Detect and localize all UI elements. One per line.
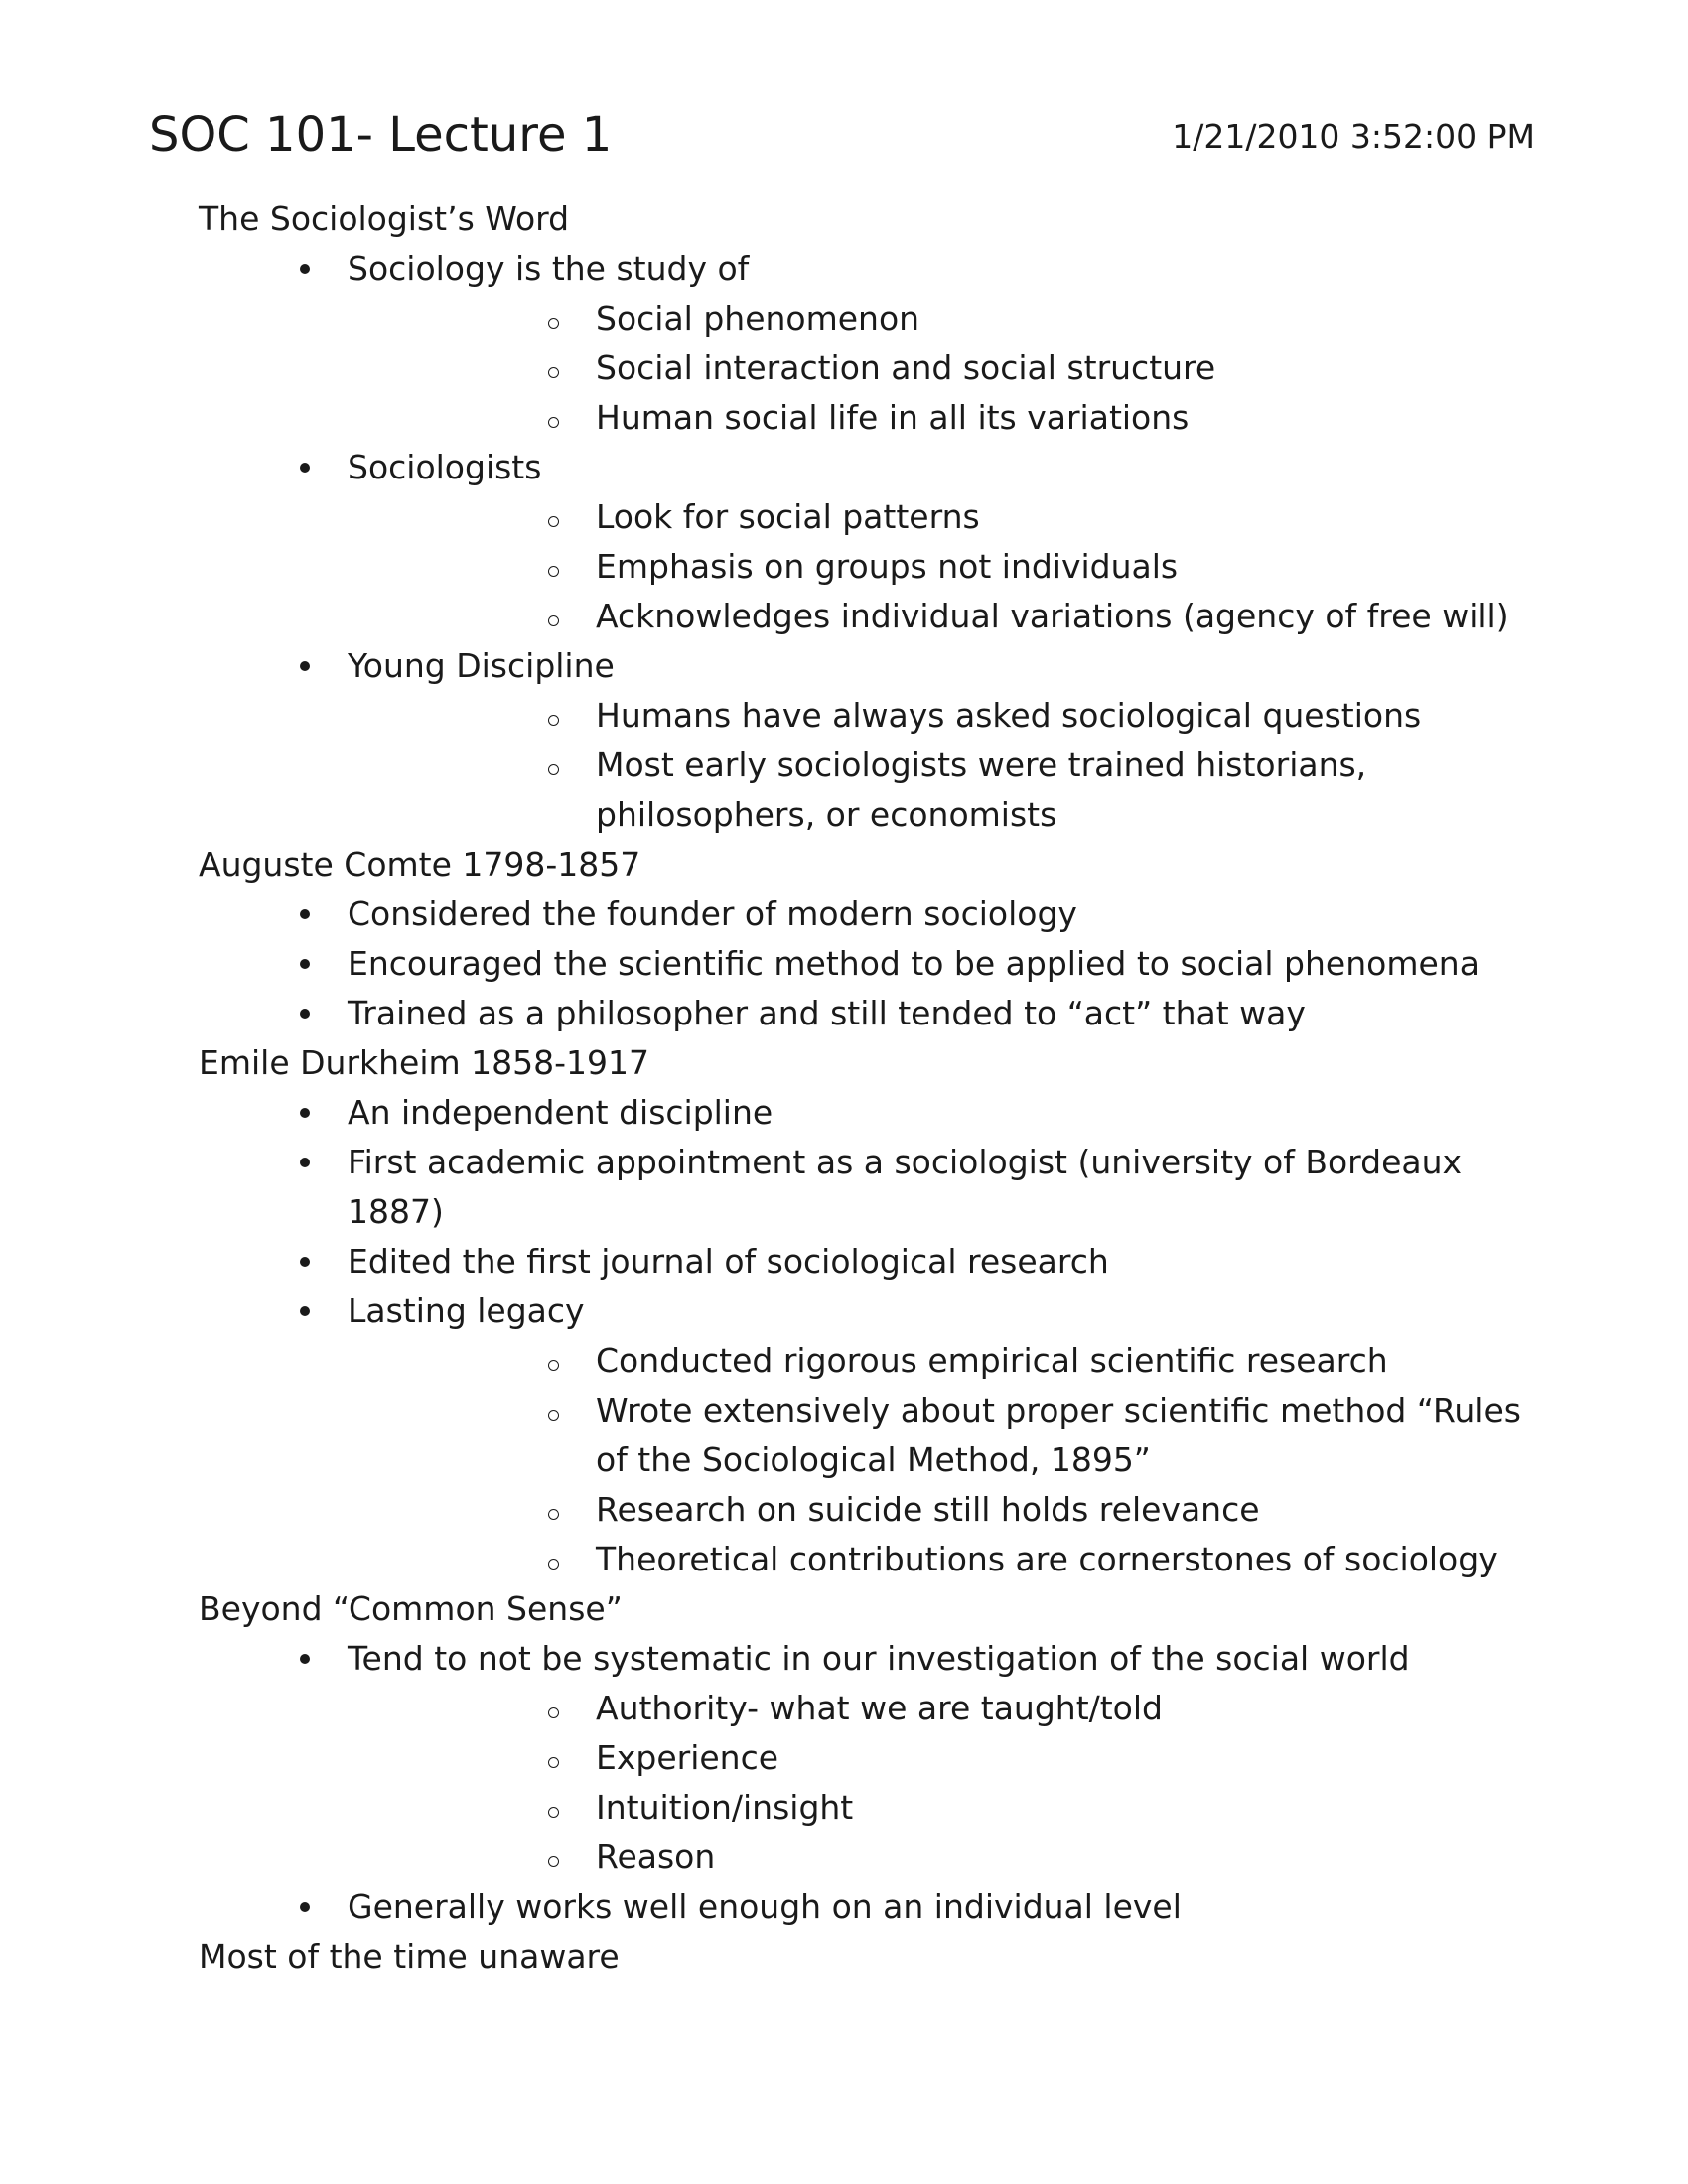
sub-bullet-item <box>348 592 1539 641</box>
bullet-text: Lasting legacy <box>348 1292 585 1330</box>
sub-bullet-text: Human social life in all its variations <box>596 398 1190 437</box>
bullet-item <box>199 1634 1539 1882</box>
sub-bullet-item <box>348 1485 1539 1535</box>
sub-bullet-item <box>348 1833 1539 1882</box>
sub-bullet-list <box>348 1684 1539 1882</box>
bullet-circle-icon <box>548 1757 559 1768</box>
bullet-item <box>199 989 1539 1038</box>
bullet-text: Sociology is the study of <box>348 249 750 288</box>
bullet-text: Edited the first journal of sociological research <box>348 1242 1109 1281</box>
bullet-list <box>199 244 1539 840</box>
bullet-dot-icon <box>300 1009 310 1019</box>
bullet-dot-icon <box>300 463 310 473</box>
sub-bullet-item <box>348 1535 1539 1584</box>
sub-bullet-item <box>348 492 1539 542</box>
sub-bullet-item <box>348 691 1539 741</box>
bullet-item <box>199 244 1539 443</box>
sub-bullet-text: Intuition/insight <box>596 1788 854 1827</box>
bullet-dot-icon <box>300 1306 310 1316</box>
sub-bullet-text: Acknowledges individual variations (agency of free will) <box>596 597 1509 635</box>
outline-section <box>199 1038 1539 1584</box>
sub-bullet-list <box>348 691 1539 840</box>
bullet-text: Considered the founder of modern sociology <box>348 894 1077 933</box>
sub-bullet-item <box>348 294 1539 343</box>
bullet-item <box>199 1287 1539 1584</box>
bullet-list <box>199 1634 1539 1932</box>
bullet-item <box>199 443 1539 641</box>
sub-bullet-text: Authority- what we are taught/told <box>596 1689 1163 1727</box>
sub-bullet-list <box>348 1336 1539 1584</box>
bullet-circle-icon <box>548 1856 559 1867</box>
page-timestamp: 1/21/2010 3:52:00 PM <box>1172 117 1535 156</box>
sub-bullet-list <box>348 294 1539 443</box>
bullet-circle-icon <box>548 1707 559 1718</box>
bullet-circle-icon <box>548 516 559 527</box>
bullet-circle-icon <box>548 1559 559 1570</box>
sub-bullet-text: Most early sociologists were trained historians, philosophers, or economists <box>596 746 1367 834</box>
section-heading: Most of the time unaware <box>199 1937 620 1976</box>
sub-bullet-item <box>348 1336 1539 1386</box>
bullet-item <box>199 1088 1539 1138</box>
bullet-circle-icon <box>548 1509 559 1520</box>
sub-bullet-text: Humans have always asked sociological questions <box>596 696 1422 735</box>
sub-bullet-text: Emphasis on groups not individuals <box>596 547 1179 586</box>
sub-bullet-item <box>348 542 1539 592</box>
bullet-dot-icon <box>300 1257 310 1267</box>
page-title: SOC 101- Lecture 1 <box>149 107 613 163</box>
sub-bullet-item <box>348 1783 1539 1833</box>
page-header <box>149 95 1535 175</box>
sub-bullet-text: Experience <box>596 1738 779 1777</box>
bullet-circle-icon <box>548 1410 559 1421</box>
outline-section <box>199 195 1539 840</box>
bullet-text: Generally works well enough on an individual level <box>348 1887 1182 1926</box>
bullet-item <box>199 1138 1539 1237</box>
sub-bullet-text: Social interaction and social structure <box>596 348 1216 387</box>
bullet-list <box>199 889 1539 1038</box>
sub-bullet-item <box>348 1684 1539 1733</box>
bullet-circle-icon <box>548 367 559 378</box>
bullet-text: Sociologists <box>348 448 542 486</box>
sub-bullet-text: Conducted rigorous empirical scientific research <box>596 1341 1388 1380</box>
sub-bullet-text: Reason <box>596 1838 716 1876</box>
bullet-dot-icon <box>300 959 310 969</box>
bullet-item <box>199 1237 1539 1287</box>
sub-bullet-item <box>348 393 1539 443</box>
sub-bullet-text: Social phenomenon <box>596 299 920 338</box>
bullet-item <box>199 641 1539 840</box>
bullet-text: First academic appointment as a sociologist (university of Bordeaux 1887) <box>348 1143 1463 1231</box>
bullet-dot-icon <box>300 1902 310 1912</box>
bullet-dot-icon <box>300 661 310 671</box>
sub-bullet-text: Theoretical contributions are cornerstones of sociology <box>596 1540 1498 1578</box>
bullet-circle-icon <box>548 764 559 775</box>
section-heading: Auguste Comte 1798-1857 <box>199 845 641 884</box>
outline-section <box>199 1932 1539 1981</box>
bullet-list <box>199 1088 1539 1584</box>
bullet-dot-icon <box>300 1654 310 1664</box>
section-heading: Beyond “Common Sense” <box>199 1589 623 1628</box>
bullet-dot-icon <box>300 264 310 274</box>
bullet-text: Trained as a philosopher and still tended to “act” that way <box>348 994 1306 1032</box>
outline-section <box>199 1584 1539 1932</box>
bullet-circle-icon <box>548 1360 559 1371</box>
sub-bullet-text: Research on suicide still holds relevance <box>596 1490 1260 1529</box>
bullet-circle-icon <box>548 566 559 577</box>
bullet-text: An independent discipline <box>348 1093 774 1132</box>
sub-bullet-item <box>348 741 1539 840</box>
bullet-item <box>199 939 1539 989</box>
sub-bullet-text: Wrote extensively about proper scientific method “Rules of the Sociological Method, 1895” <box>596 1391 1521 1479</box>
sub-bullet-text: Look for social patterns <box>596 497 980 536</box>
section-heading: Emile Durkheim 1858-1917 <box>199 1043 650 1082</box>
bullet-item <box>199 1882 1539 1932</box>
lecture-notes <box>199 195 1539 1981</box>
sub-bullet-item <box>348 343 1539 393</box>
bullet-circle-icon <box>548 715 559 726</box>
bullet-item <box>199 889 1539 939</box>
bullet-dot-icon <box>300 1108 310 1118</box>
bullet-text: Encouraged the scientific method to be applied to social phenomena <box>348 944 1479 983</box>
bullet-dot-icon <box>300 909 310 919</box>
bullet-text: Tend to not be systematic in our investigation of the social world <box>348 1639 1410 1678</box>
section-heading: The Sociologist’s Word <box>199 200 570 238</box>
bullet-circle-icon <box>548 417 559 428</box>
bullet-circle-icon <box>548 1807 559 1818</box>
bullet-circle-icon <box>548 318 559 329</box>
sub-bullet-item <box>348 1386 1539 1485</box>
bullet-circle-icon <box>548 615 559 626</box>
sub-bullet-item <box>348 1733 1539 1783</box>
bullet-dot-icon <box>300 1158 310 1167</box>
sub-bullet-list <box>348 492 1539 641</box>
outline-section <box>199 840 1539 1038</box>
bullet-text: Young Discipline <box>348 646 615 685</box>
